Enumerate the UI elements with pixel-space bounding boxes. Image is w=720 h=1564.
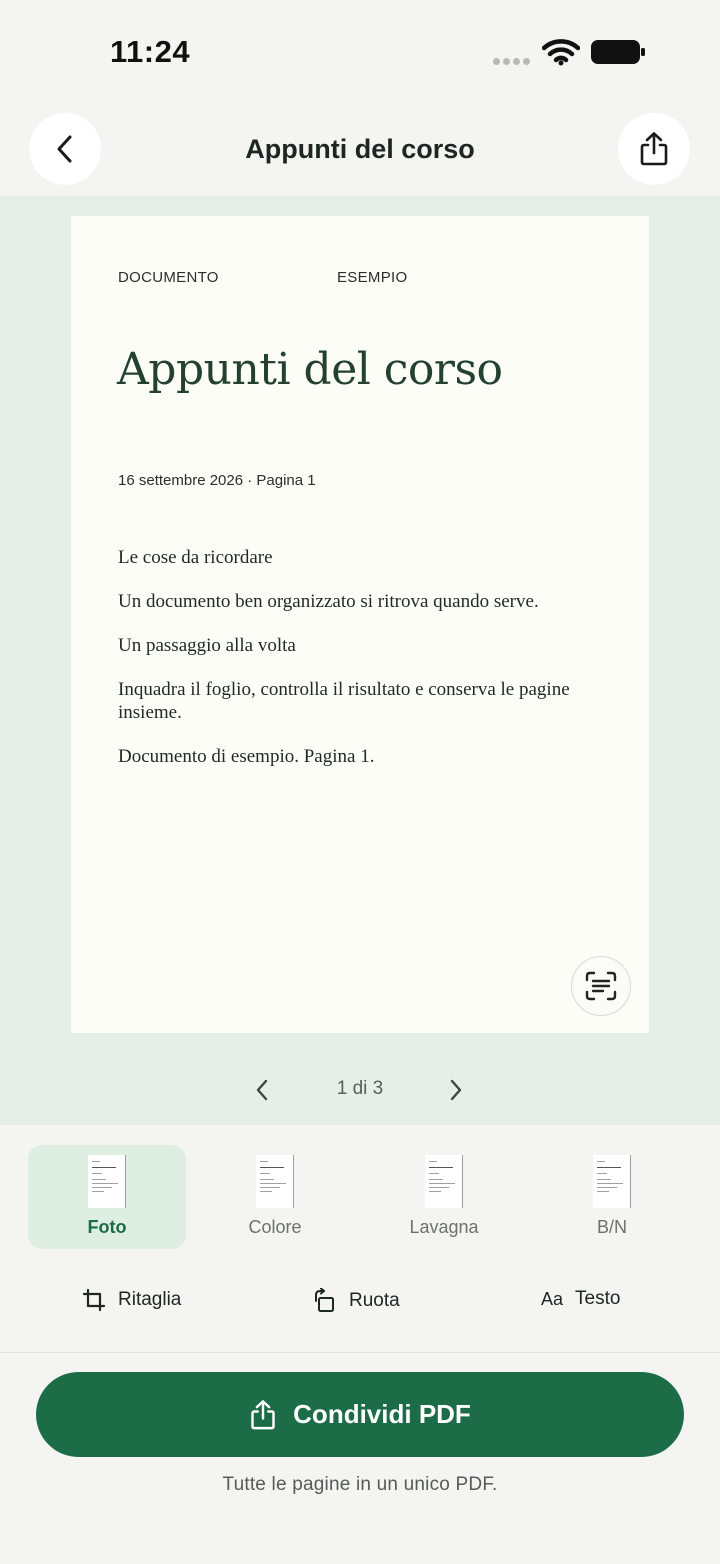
filter-foto[interactable] [28,1145,186,1249]
document-preview-area [0,196,720,1125]
filter-thumbnail [425,1155,463,1208]
crop-button[interactable] [82,1288,181,1312]
status-time: 11:24 [110,34,191,69]
text-format-icon: Aa [541,1288,564,1309]
page-title: Appunti del corso [245,134,475,164]
text-recognition-button[interactable] [571,956,631,1016]
divider [0,1352,720,1353]
filter-label: Lavagna [409,1217,479,1237]
document-title: Appunti del corso [117,344,503,395]
share-icon [638,131,670,167]
filter-bn[interactable] [533,1145,691,1249]
crop-label: Ritaglia [118,1289,182,1310]
filter-thumbnail [88,1155,126,1208]
document-kicker-secondary: ESEMPIO [337,269,408,286]
filter-strip [0,1125,720,1265]
share-hint: Tutte le pagine in un unico PDF. [222,1474,498,1495]
battery-icon [590,38,646,66]
document-paragraph: Un passaggio alla volta [118,635,296,656]
page-counter: 1 di 3 [336,1078,384,1099]
share-pdf-button[interactable] [36,1372,684,1457]
document-page[interactable] [71,216,649,1033]
document-paragraph: Le cose da ricordare [118,547,273,568]
document-date: 16 settembre 2026 · Pagina 1 [118,472,316,489]
text-button[interactable] [541,1288,620,1310]
document-kicker: DOCUMENTO [118,269,219,286]
text-label: Testo [575,1288,621,1309]
share-pdf-label: Condividi PDF [293,1399,471,1429]
page-navigator [0,1072,720,1108]
document-paragraph: Documento di esempio. Pagina 1. [118,746,375,767]
filter-thumbnail [256,1155,294,1208]
signal-dots-icon [493,58,530,65]
filter-thumbnail [593,1155,631,1208]
share-button[interactable] [618,113,690,185]
filter-label: B/N [596,1217,627,1237]
rotate-label: Ruota [349,1290,400,1311]
filter-colore[interactable] [196,1145,354,1249]
top-bar [0,100,720,196]
document-paragraph: Un documento ben organizzato si ritrova quando serve. [118,591,539,612]
next-page-button[interactable] [445,1078,465,1102]
wifi-icon [542,38,580,66]
rotate-button[interactable] [313,1288,400,1314]
filter-lavagna[interactable] [365,1145,523,1249]
rotate-icon [313,1288,337,1314]
scan-text-icon [584,970,618,1002]
document-body [118,546,608,789]
share-icon [249,1399,277,1431]
filter-label: Colore [248,1217,302,1237]
edit-toolbar [0,1278,720,1328]
filter-label: Foto [87,1217,127,1237]
crop-icon [82,1288,106,1312]
document-paragraph: Inquadra il foglio, controlla il risultato e conserva le pagine insieme. [118,679,570,723]
status-bar [0,0,720,100]
